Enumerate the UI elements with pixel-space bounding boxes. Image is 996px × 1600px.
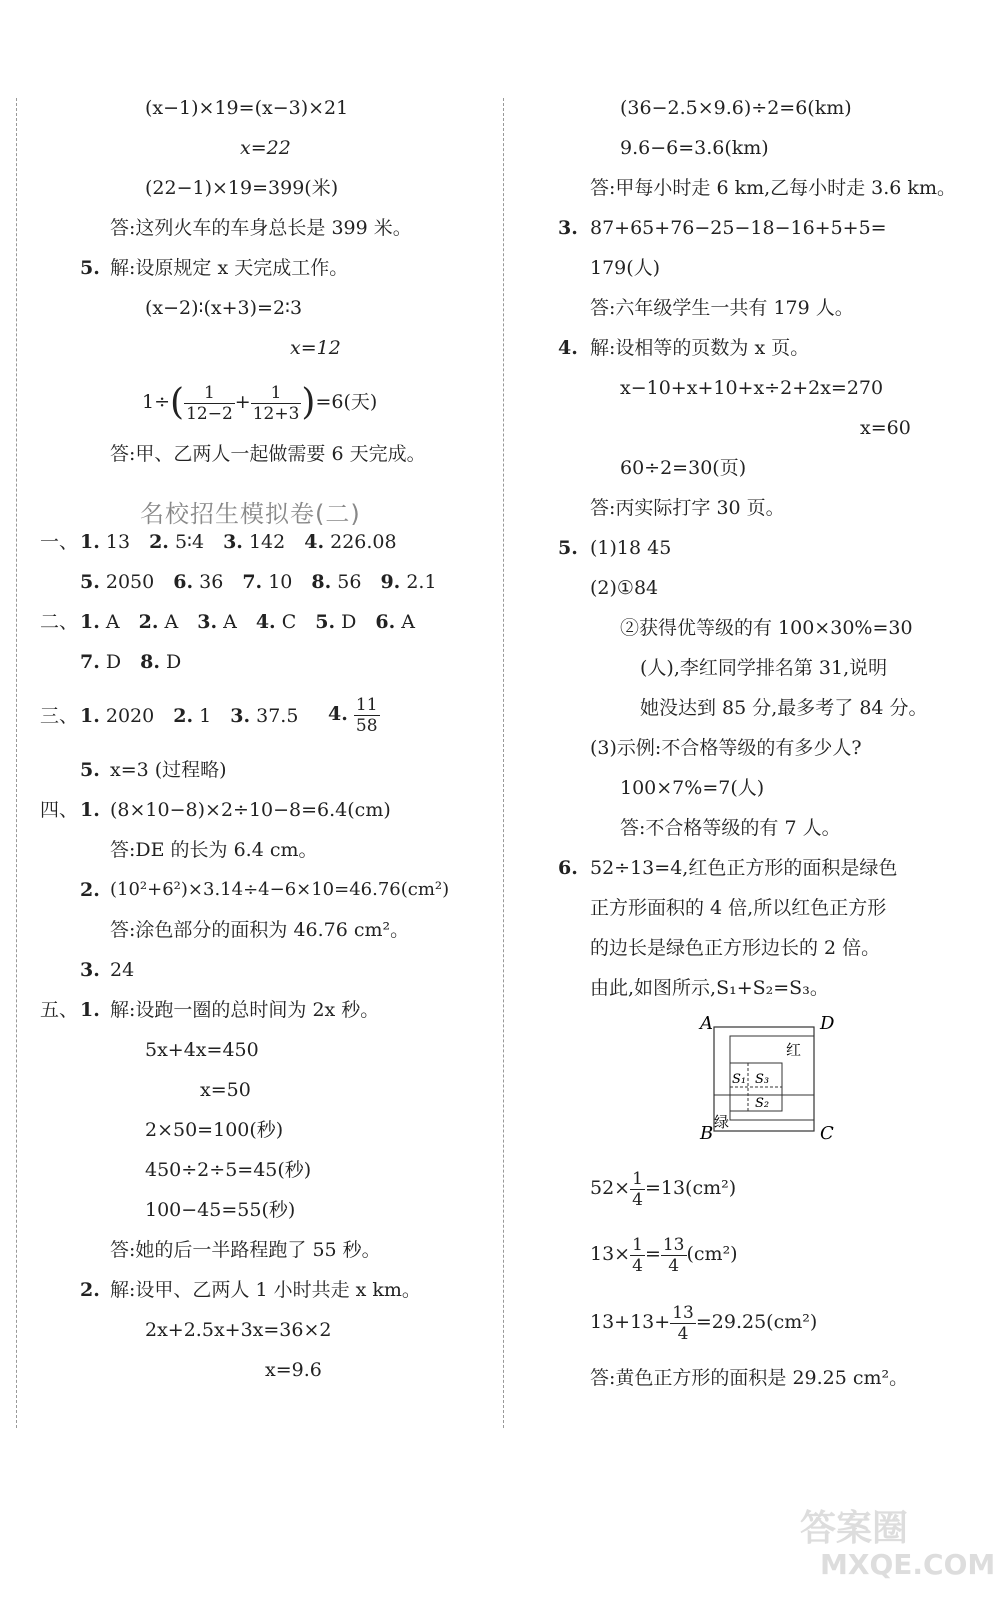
- equation-line: (22−1)×19=399(米): [145, 177, 339, 199]
- expr-suffix: =6(天): [315, 391, 378, 413]
- numerator: 1: [632, 1168, 643, 1189]
- denominator: 12−2: [186, 403, 233, 424]
- answer-line: 答:甲每小时走 6 km,乙每小时走 3.6 km。: [590, 177, 956, 199]
- denominator: 12+3: [252, 403, 300, 424]
- watermark-logo: 答案圈: [800, 1508, 909, 1549]
- question-number: 7.: [80, 651, 100, 673]
- spacer: [237, 611, 256, 633]
- question-number: 4.: [255, 611, 276, 633]
- question-number: 3.: [197, 611, 218, 633]
- expr-prefix: 1÷: [142, 391, 171, 413]
- spacer: [154, 571, 173, 593]
- section-label: 五、: [40, 999, 79, 1021]
- question-number: 3.: [223, 531, 243, 553]
- answer-value: 36: [193, 571, 224, 593]
- question-number: 4.: [558, 337, 578, 359]
- fraction-equation: [590, 1166, 736, 1210]
- question-number: 2.: [138, 611, 159, 633]
- question-number: 6.: [173, 571, 194, 593]
- solution-line: 52÷13=4,红色正方形的面积是绿色: [590, 857, 898, 879]
- section-title: 名校招生模拟卷(二): [140, 500, 361, 528]
- question-number: 7.: [242, 571, 263, 593]
- numerator: 13: [672, 1302, 694, 1323]
- expr-suffix: =13(cm²): [644, 1177, 737, 1199]
- answer-value: 2020: [99, 705, 155, 727]
- solution-line: 正方形面积的 4 倍,所以红色正方形: [590, 897, 887, 919]
- answer-value: 56: [331, 571, 362, 593]
- answer-value: 10: [262, 571, 293, 593]
- s1-label: S₁: [732, 1072, 747, 1087]
- section-label: 二、: [40, 611, 79, 633]
- question-number: 5.: [80, 759, 100, 781]
- spacer: [204, 531, 223, 553]
- spacer: [211, 705, 230, 727]
- answer-line: 答:丙实际打字 30 页。: [590, 497, 785, 519]
- answer-line: 答:这列火车的车身总长是 399 米。: [110, 217, 412, 239]
- expr-suffix: =29.25(cm²): [695, 1311, 818, 1333]
- numerator: 1: [184, 383, 235, 404]
- equation-line: 179(人): [590, 257, 661, 279]
- expr-prefix: 13×: [590, 1243, 631, 1265]
- fraction: [251, 383, 302, 424]
- answer-line: 答:DE 的长为 6.4 cm。: [110, 839, 318, 861]
- paren-right: ): [301, 382, 316, 423]
- answer-line: x=3 (过程略): [110, 759, 227, 781]
- question-number: 1.: [80, 611, 100, 633]
- question-number: 8.: [140, 651, 160, 673]
- section-label: 三、: [40, 705, 79, 727]
- expr-prefix: 52×: [590, 1177, 631, 1199]
- denominator: 58: [355, 715, 378, 736]
- equation-line: 60÷2=30(页): [620, 457, 747, 479]
- column-divider: [503, 98, 504, 1428]
- equation-line: (10²+6²)×3.14÷4−6×10=46.76(cm²): [110, 879, 450, 900]
- question-number: 1.: [80, 531, 100, 553]
- equation-line: x=60: [860, 417, 911, 439]
- answer-line: 24: [110, 959, 135, 981]
- equation-line: (8×10−8)×2÷10−8=6.4(cm): [110, 799, 391, 821]
- solution-line: 的边长是绿色正方形边长的 2 倍。: [590, 937, 881, 959]
- equation-line: 87+65+76−25−18−16+5+5=: [590, 217, 887, 239]
- spacer: [223, 571, 242, 593]
- numerator: 1: [632, 1234, 643, 1255]
- answer-line: 答:涂色部分的面积为 46.76 cm²。: [110, 919, 410, 941]
- spacer: [285, 531, 304, 553]
- s2-label: S₂: [755, 1096, 770, 1111]
- answer-value: D: [99, 651, 122, 673]
- fraction: [354, 695, 380, 736]
- question-number: 2.: [80, 879, 100, 901]
- spacer: [178, 611, 197, 633]
- equation-line: 2×50=100(秒): [145, 1119, 284, 1141]
- answer-line: ②获得优等级的有 100×30%=30: [620, 617, 913, 639]
- solution-line: 由此,如图所示,S₁+S₂=S₃。: [590, 977, 829, 999]
- solution-line: 解:设原规定 x 天完成工作。: [110, 257, 349, 279]
- answer-line: 答:甲、乙两人一起做需要 6 天完成。: [110, 443, 426, 465]
- answer-value: 37.5: [250, 705, 299, 727]
- answer-value: D: [335, 611, 357, 633]
- fraction: [661, 1235, 687, 1276]
- answer-value: 2.1: [400, 571, 437, 593]
- fraction: [184, 383, 235, 424]
- squares-diagram-svg: [700, 1013, 850, 1160]
- numerator: 13: [662, 1234, 685, 1255]
- section-label: 一、: [40, 531, 79, 553]
- question-number: 2.: [80, 1279, 100, 1301]
- equation-line: 100×7%=7(人): [620, 777, 765, 799]
- answer-line: 答:黄色正方形的面积是 29.25 cm²。: [590, 1367, 909, 1389]
- answer-row: [80, 570, 437, 594]
- fraction: [670, 1303, 696, 1344]
- spacer: [154, 705, 173, 727]
- vertex-label-c: C: [820, 1123, 834, 1144]
- solution-line: 解:设相等的页数为 x 页。: [590, 337, 810, 359]
- question-number: 1.: [80, 999, 100, 1021]
- watermark-url: MXQE.COM: [820, 1548, 996, 1581]
- vertex-label-a: A: [700, 1013, 713, 1034]
- denominator: 4: [668, 1255, 680, 1276]
- answer-line: 答:她的后一半路程跑了 55 秒。: [110, 1239, 381, 1261]
- equation-line: x=50: [200, 1079, 251, 1101]
- denominator: 4: [632, 1255, 643, 1276]
- question-number: 2.: [149, 531, 169, 553]
- equation-line: x=12: [290, 337, 341, 359]
- answer-value: 2050: [99, 571, 155, 593]
- numerator: 1: [251, 383, 302, 404]
- equation-line: 9.6−6=3.6(km): [620, 137, 769, 159]
- equation-line: (x−2)∶(x+3)=2∶3: [145, 297, 303, 319]
- fraction-equation: [142, 380, 377, 424]
- equation-line: 5x+4x=450: [145, 1039, 259, 1061]
- answer-row: [80, 530, 397, 554]
- equation-line: (x−1)×19=(x−3)×21: [145, 97, 349, 119]
- vertex-label-d: D: [820, 1013, 835, 1034]
- fraction: [630, 1169, 645, 1210]
- left-margin-divider: [16, 98, 17, 1428]
- equation-line: (36−2.5×9.6)÷2=6(km): [620, 97, 852, 119]
- fraction-equation: [590, 1300, 817, 1344]
- squares-diagram: [700, 1013, 850, 1160]
- spacer: [120, 611, 139, 633]
- answer-value: 1: [193, 705, 212, 727]
- numerator: 11: [355, 694, 378, 715]
- question-number: 5.: [80, 257, 100, 279]
- denominator: 4: [632, 1189, 643, 1210]
- spacer: [356, 611, 375, 633]
- expr-suffix: (cm²): [686, 1243, 738, 1265]
- green-label: 绿: [714, 1113, 730, 1131]
- fraction: [630, 1235, 645, 1276]
- answer-value: 142: [242, 531, 286, 553]
- solution-line: 解:设跑一圈的总时间为 2x 秒。: [110, 999, 380, 1021]
- question-number: 3.: [80, 959, 100, 981]
- answer-value: A: [158, 611, 179, 633]
- question-number: 1.: [80, 705, 100, 727]
- equation-line: 100−45=55(秒): [145, 1199, 296, 1221]
- question-number: 5.: [80, 571, 100, 593]
- equation-line: x=9.6: [265, 1359, 322, 1381]
- answer-value: 226.08: [324, 531, 397, 553]
- s3-label: S₃: [755, 1072, 770, 1087]
- red-label: 红: [786, 1041, 802, 1059]
- answer-value: A: [217, 611, 237, 633]
- answer-line: 答:不合格等级的有 7 人。: [620, 817, 841, 839]
- paren-left: (: [170, 382, 185, 423]
- section-label: 四、: [40, 799, 79, 821]
- answer-value: D: [159, 651, 182, 673]
- answer-row: [80, 650, 181, 674]
- solution-line: 解:设甲、乙两人 1 小时共走 x km。: [110, 1279, 421, 1301]
- answer-line: (2)①84: [590, 577, 659, 599]
- equation-line: x−10+x+10+x÷2+2x=270: [620, 377, 884, 399]
- question-number: 3.: [230, 705, 251, 727]
- spacer: [296, 611, 315, 633]
- question-number: 3.: [558, 217, 578, 239]
- equals-sign: =: [644, 1243, 661, 1265]
- answer-value: 13: [99, 531, 131, 553]
- answer-value: A: [395, 611, 415, 633]
- answer-line: (人),李红同学排名第 31,说明: [640, 657, 888, 679]
- equation-line: x=22: [240, 137, 291, 159]
- question-number: 8.: [311, 571, 332, 593]
- answer-line: (1)18 45: [590, 537, 672, 559]
- answer-line: 答:六年级学生一共有 179 人。: [590, 297, 854, 319]
- question-number: 5.: [558, 537, 578, 559]
- question-number: 1.: [80, 799, 100, 821]
- denominator: 4: [677, 1323, 689, 1344]
- question-number: 4.: [304, 531, 325, 553]
- spacer: [292, 571, 311, 593]
- spacer: [361, 571, 380, 593]
- answer-row: [80, 610, 415, 634]
- answer-line: (3)示例:不合格等级的有多少人?: [590, 737, 862, 759]
- fraction-equation: [590, 1232, 738, 1276]
- plus-sign: +: [234, 391, 251, 413]
- equation-line: 450÷2÷5=45(秒): [145, 1159, 312, 1181]
- question-number: 6.: [375, 611, 396, 633]
- spacer: [121, 651, 140, 673]
- answer-row: [80, 704, 298, 728]
- answer-value: C: [275, 611, 297, 633]
- equation-line: 2x+2.5x+3x=36×2: [145, 1319, 332, 1341]
- expr-prefix: 13+13+: [590, 1311, 671, 1333]
- question-number: 2.: [173, 705, 194, 727]
- answer-line: 她没达到 85 分,最多考了 84 分。: [640, 697, 928, 719]
- question-number: 4.: [328, 703, 348, 725]
- answer-value: A: [99, 611, 120, 633]
- question-number: 6.: [558, 857, 578, 879]
- vertex-label-b: B: [700, 1123, 714, 1144]
- question-number: 5.: [315, 611, 336, 633]
- spacer: [130, 531, 149, 553]
- answer-value: 5∶4: [168, 531, 205, 553]
- question-number: 9.: [380, 571, 401, 593]
- answer-item: [328, 692, 380, 736]
